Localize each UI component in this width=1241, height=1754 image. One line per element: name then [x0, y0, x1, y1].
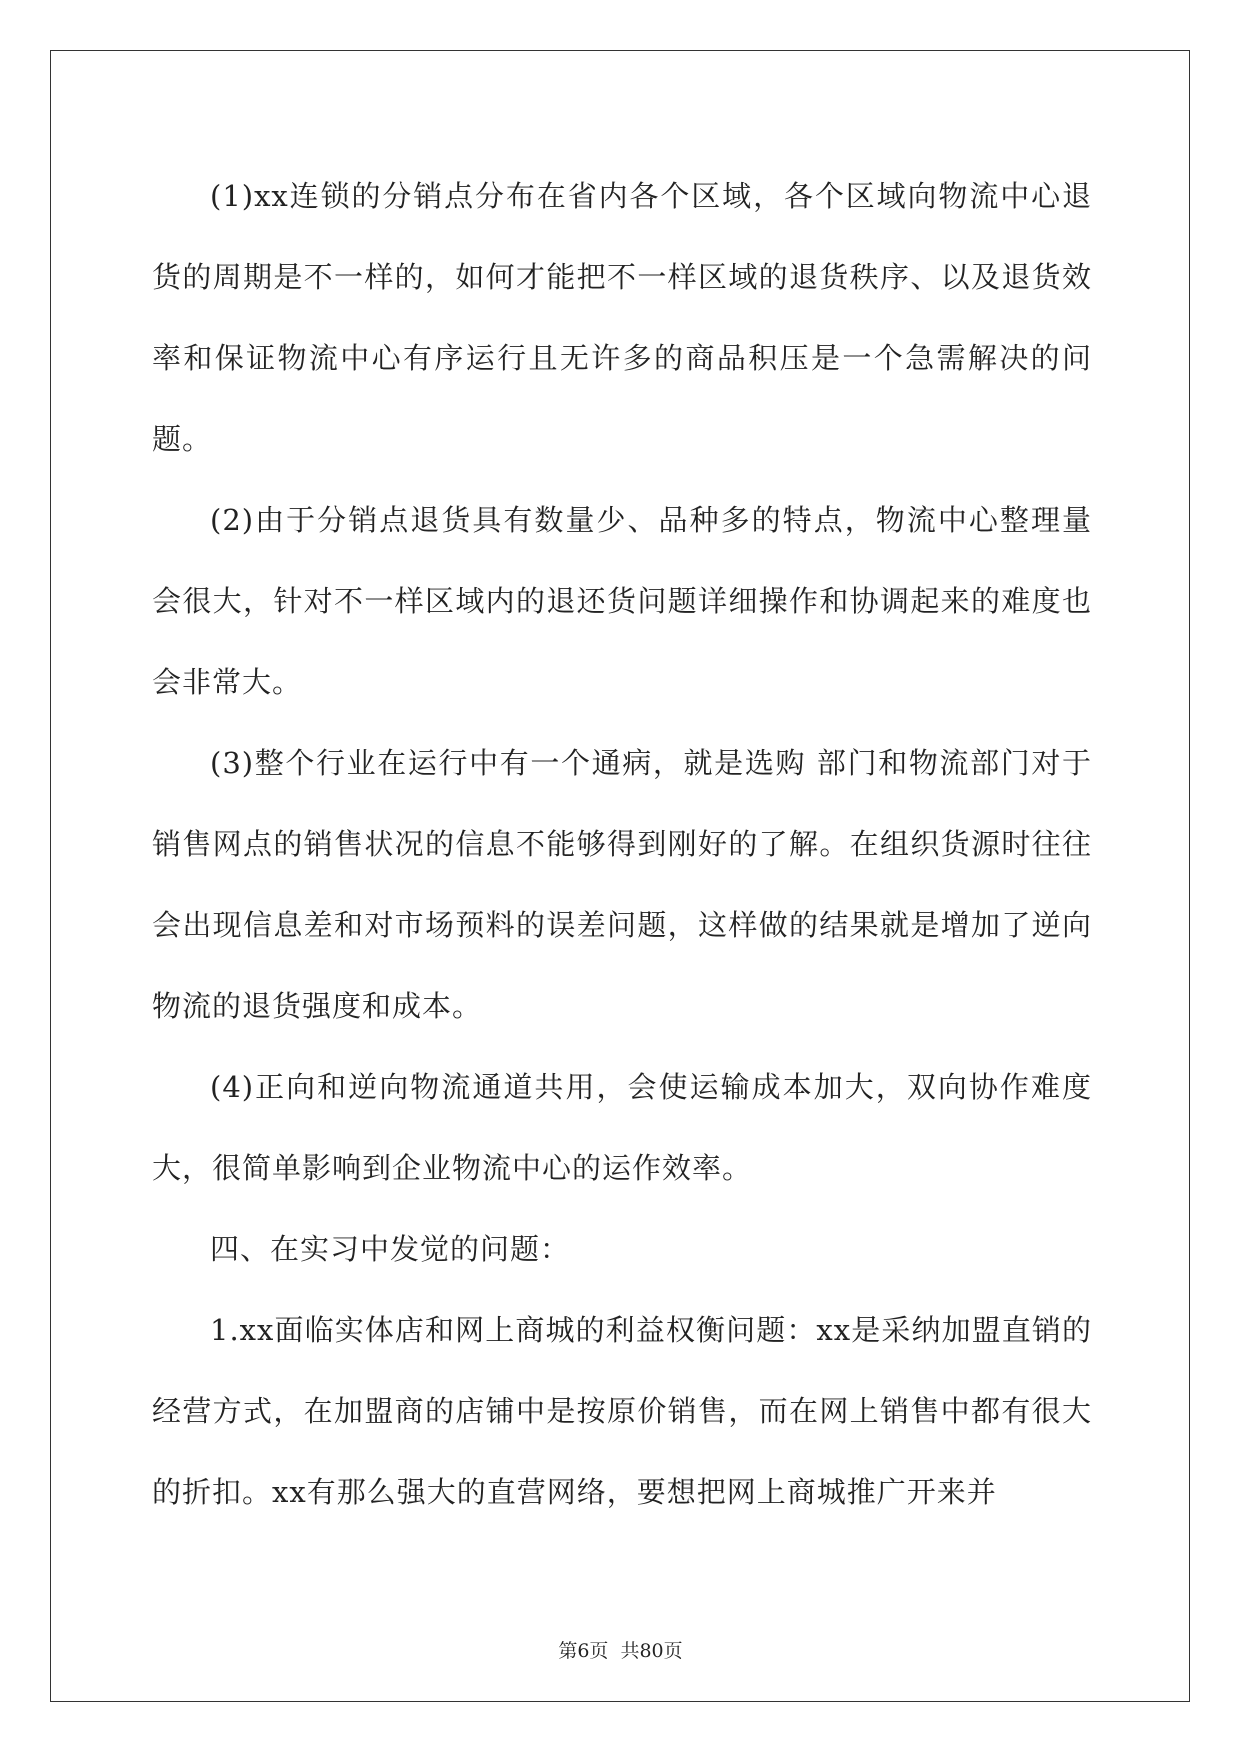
section-heading-problems: 四、在实习中发觉的问题：	[210, 1232, 571, 1266]
paragraph-sorting-volume: (2)由于分销点退货具有数量少、品种多的特点，物流中心整理量会很大，针对不一样区域内的退还货问题详细操作和协调起来的难度也会非常大。	[152, 503, 1092, 699]
page-number: 第6页	[558, 1640, 609, 1662]
page-total: 共80页	[620, 1640, 683, 1662]
paragraph-shared-channel: (4)正向和逆向物流通道共用，会使运输成本加大，双向协作难度大，很简单影响到企业物流中心的运作效率。	[152, 1070, 1092, 1185]
paragraph-online-offline: 1.xx面临实体店和网上商城的利益权衡问题：xx是采纳加盟直销的经营方式，在加盟商的店铺中是按原价销售，而在网上销售中都有很大的折扣。xx有那么强大的直营网络，要想把网上商城推广开来并	[152, 1313, 1092, 1509]
paragraph-information-gap: (3)整个行业在运行中有一个通病，就是选购 部门和物流部门对于销售网点的销售状况的信息不能够得到刚好的了解。在组织货源时往往会出现信息差和对市场预料的误差问题，这样做的结果就是增加了逆向物流的退货强度和成本。	[152, 746, 1092, 1023]
document-body	[152, 156, 1092, 1533]
page-footer	[0, 1636, 1241, 1663]
paragraph-returns-cycle: (1)xx连锁的分销点分布在省内各个区域，各个区域向物流中心退货的周期是不一样的，如何才能把不一样区域的退货秩序、以及退货效率和保证物流中心有序运行且无许多的商品积压是一个急需解决的问题。	[152, 179, 1092, 456]
